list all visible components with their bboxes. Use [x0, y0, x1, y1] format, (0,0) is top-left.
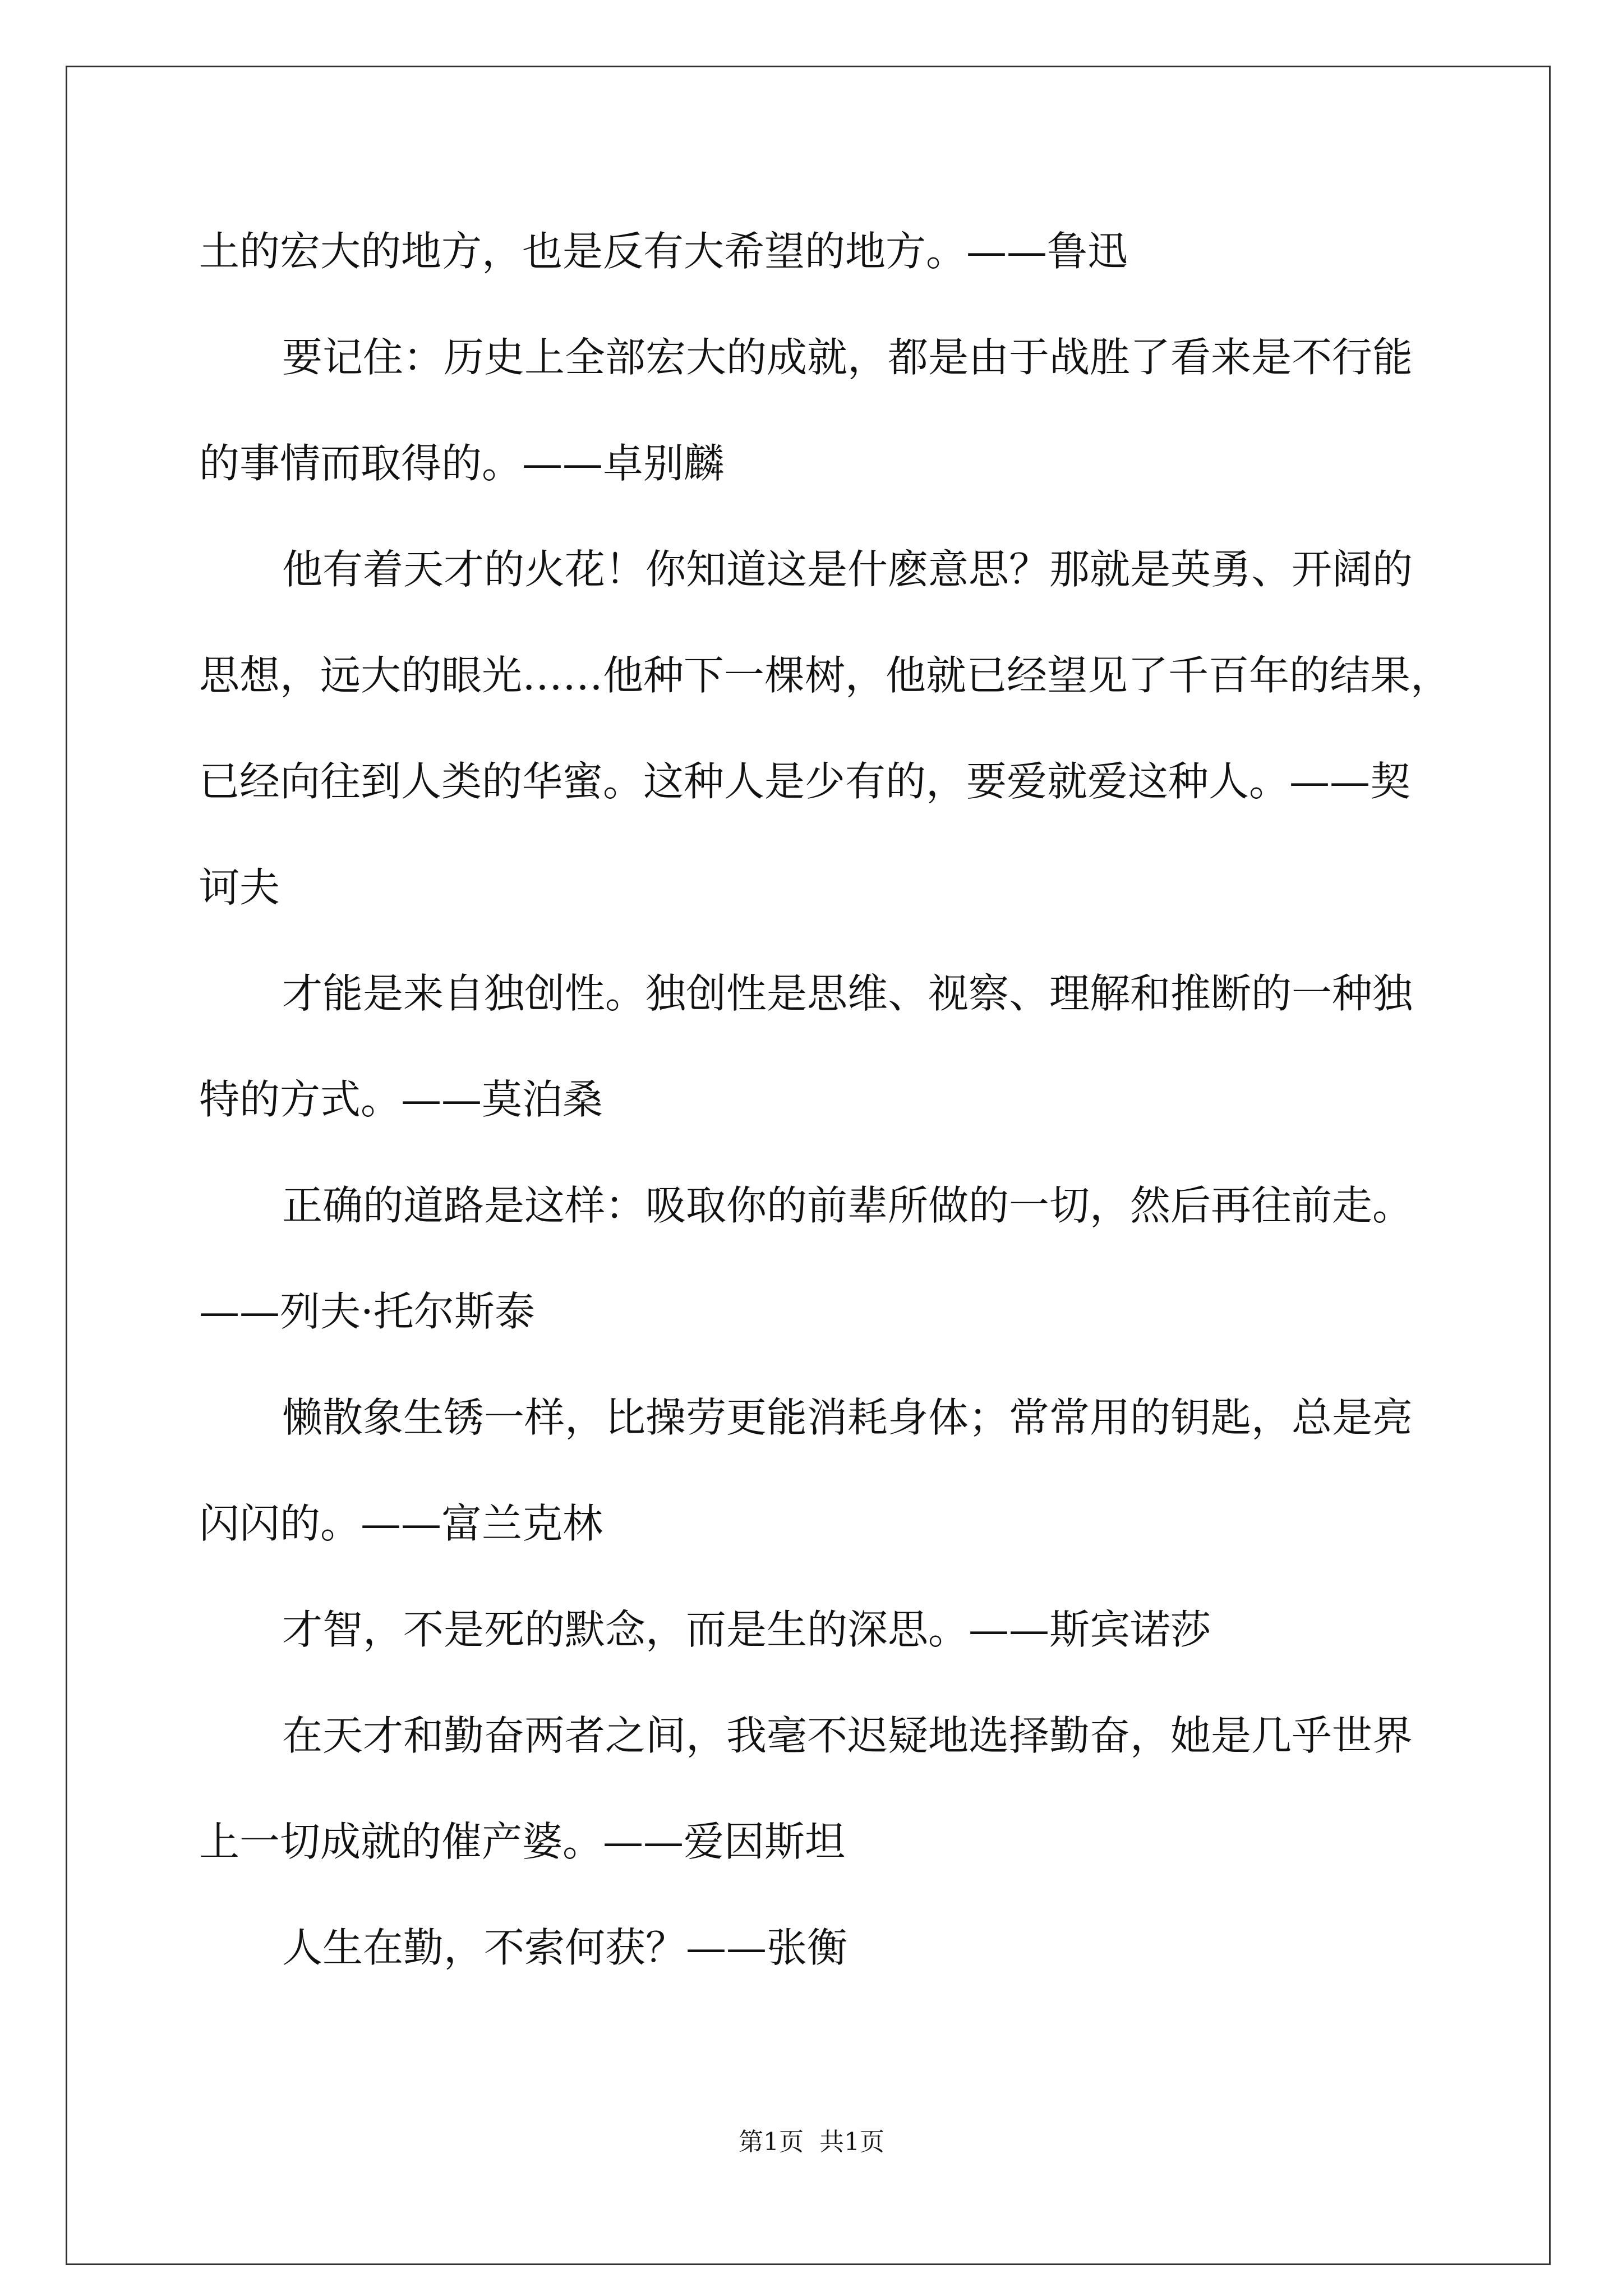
text-line: 的事情而取得的。——卓别麟: [199, 440, 725, 487]
text-line: 在天才和勤奋两者之间，我毫不迟疑地选择勤奋，她是几乎世界: [282, 1712, 1413, 1759]
text-line: 要记住：历史上全部宏大的成就，都是由于战胜了看来是不行能: [282, 334, 1413, 381]
text-line: 上一切成就的催产婆。——爱因斯坦: [199, 1818, 846, 1865]
text-line: 他有着天才的火花！你知道这是什麽意思？那就是英勇、开阔的: [282, 546, 1413, 593]
text-line: 土的宏大的地方，也是反有大希望的地方。——鲁迅: [199, 228, 1128, 275]
text-line: 诃夫: [199, 864, 280, 911]
text-line: 思想，远大的眼光……他种下一棵树，他就已经望见了千百年的结果，: [199, 652, 1451, 699]
text-line: ——列夫·托尔斯泰: [199, 1288, 535, 1335]
text-line: 人生在勤，不索何获？——张衡: [282, 1924, 848, 1971]
text-line: 才能是来自独创性。独创性是思维、视察、理解和推断的一种独: [282, 970, 1413, 1017]
text-line: 已经向往到人类的华蜜。这种人是少有的，要爱就爱这种人。——契: [199, 758, 1411, 805]
text-line: 闪闪的。——富兰克林: [199, 1500, 603, 1547]
text-line: 才智，不是死的默念，而是生的深思。——斯宾诺莎: [282, 1606, 1211, 1653]
text-line: 特的方式。——莫泊桑: [199, 1076, 603, 1123]
text-line: 正确的道路是这样：吸取你的前辈所做的一切，然后再往前走。: [282, 1182, 1413, 1229]
text-line: 懒散象生锈一样，比操劳更能消耗身体；常常用的钥匙，总是亮: [282, 1394, 1413, 1441]
page-footer: 第1页 共1页: [739, 2128, 884, 2156]
